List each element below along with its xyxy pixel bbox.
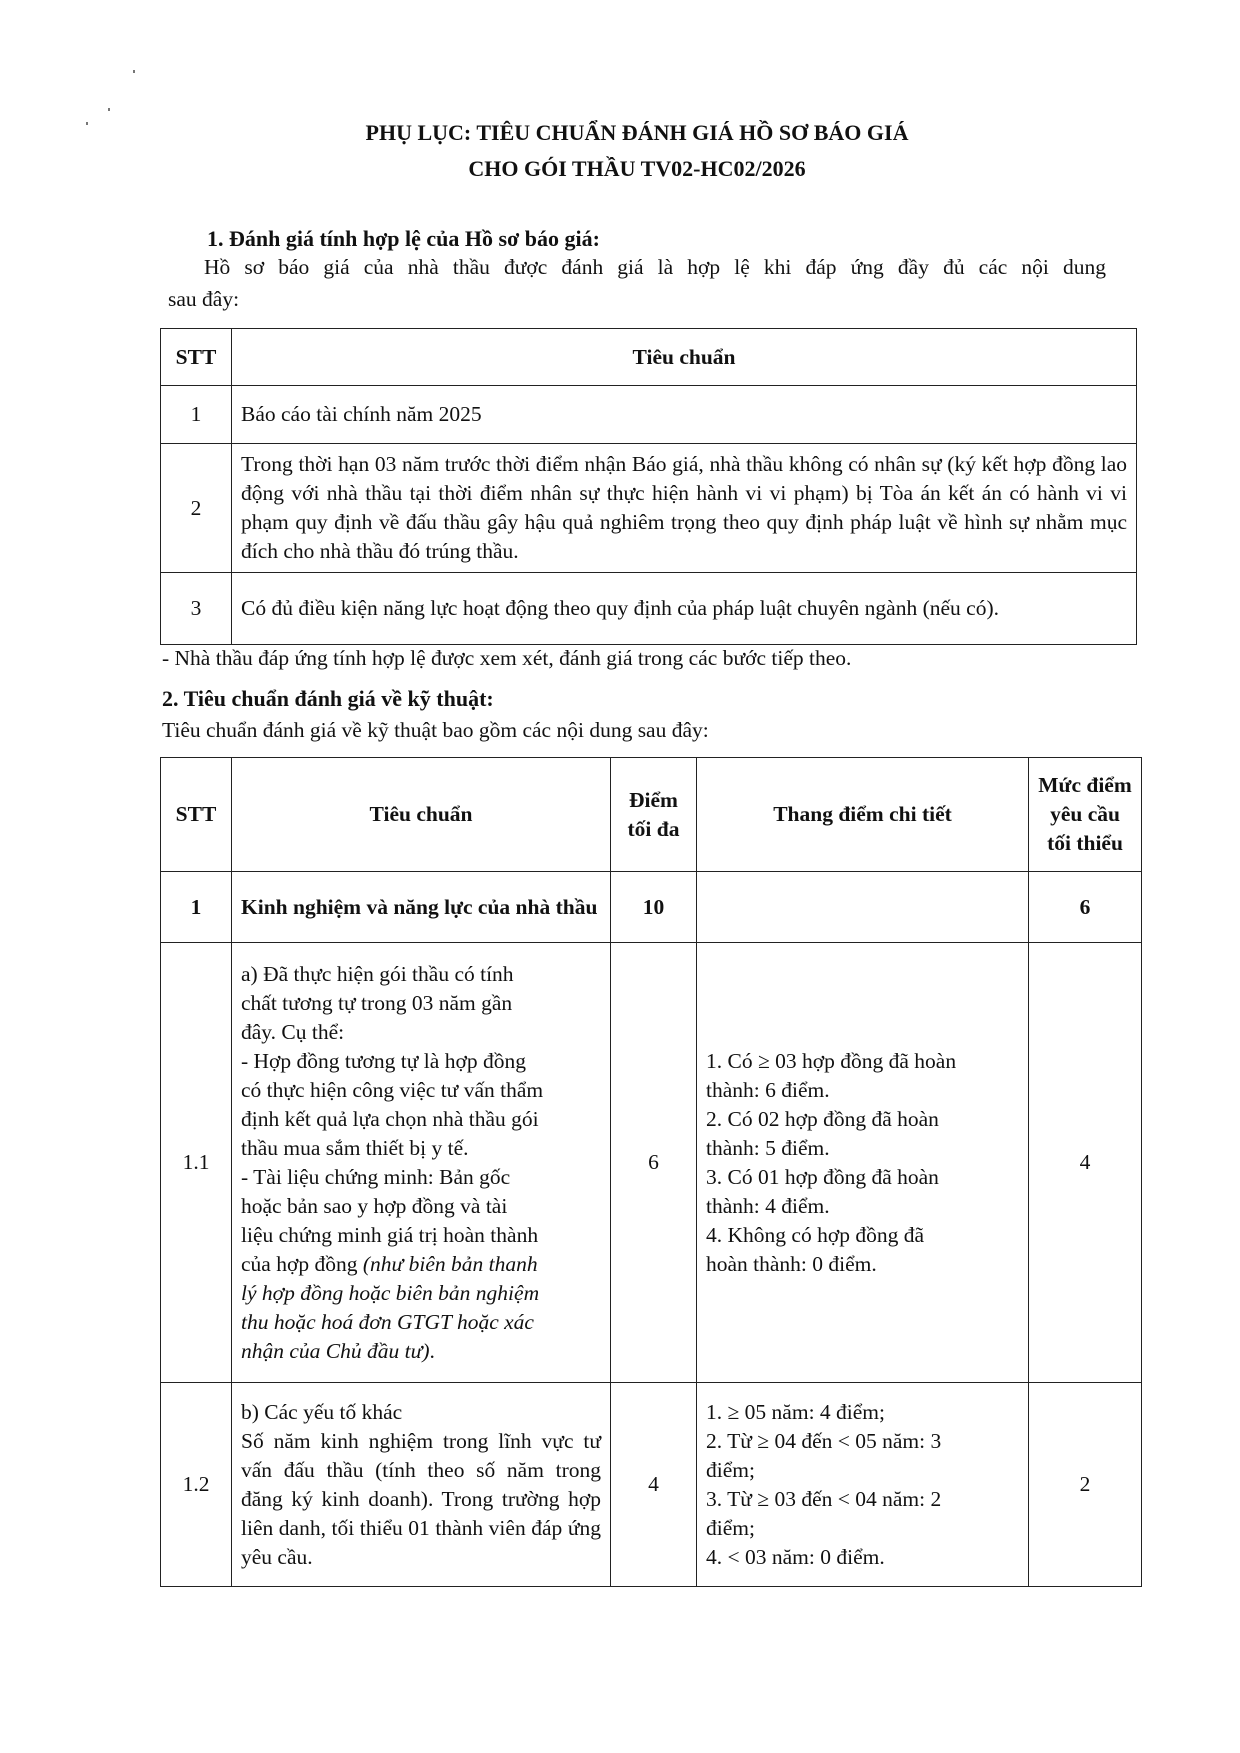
detail-line: 2. Có 02 hợp đồng đã hoàn [706,1106,939,1131]
header-stt: STT [161,329,232,386]
detail-line: 2. Từ ≥ 04 đến < 05 năm: 3 [706,1428,942,1453]
header-criteria: Tiêu chuẩn [232,329,1137,386]
row-stt: 1.2 [161,1383,232,1587]
table-row [161,573,1137,645]
section2-heading: 2. Tiêu chuẩn đánh giá về kỹ thuật: [162,686,494,711]
detail-line: 4. < 03 năm: 0 điểm. [706,1544,885,1569]
criteria-text: của hợp đồng [241,1251,363,1276]
criteria-line: hoặc bản sao y hợp đồng và tài [241,1193,508,1218]
detail-line: 1. Có ≥ 03 hợp đồng đã hoàn [706,1048,957,1073]
detail-line: 1. ≥ 05 năm: 4 điểm; [706,1399,886,1424]
criteria-line: đây. Cụ thể: [241,1019,345,1044]
row-criteria [232,1383,611,1587]
criteria-line: - Tài liệu chứng minh: Bản gốc [241,1164,511,1189]
row-max-score: 6 [611,943,697,1383]
row-detail [697,872,1029,943]
row-criteria: Trong thời hạn 03 năm trước thời điểm nhận Báo giá, nhà thầu không có nhân sự (ký kết hợp đồng lao động với nhà thầu tại thời điểm nhân sự thực hiện hành vi vi phạm) bị Tòa án kết án có hành vi vi phạm quy định về đấu thầu gây hậu quả nghiêm trọng theo quy định pháp luật về hình sự nhằm mục đích cho nhà thầu đó trúng thầu. [232,444,1137,573]
header-min-score-line: tối thiểu [1047,831,1123,855]
detail-line: thành: 5 điểm. [706,1135,830,1160]
scan-speck [108,108,110,111]
table-row [161,872,1142,943]
table-header-row [161,329,1137,386]
row-min-score: 2 [1029,1383,1142,1587]
criteria-line: định kết quả lựa chọn nhà thầu gói [241,1106,539,1131]
table-row [161,444,1137,573]
criteria-line: có thực hiện công việc tư vấn thẩm [241,1077,544,1102]
criteria-line: a) Đã thực hiện gói thầu có tính [241,961,514,986]
section1-heading: 1. Đánh giá tính hợp lệ của Hồ sơ báo giá: [207,226,600,251]
criteria-line [241,1250,601,1279]
row-stt: 3 [161,573,232,645]
document-title-line1: PHỤ LỤC: TIÊU CHUẨN ĐÁNH GIÁ HỒ SƠ BÁO GIÁ [365,120,909,145]
criteria-line [241,1337,601,1366]
header-stt: STT [161,758,232,872]
row-stt: 1 [161,872,232,943]
detail-line: điểm; [706,1515,755,1540]
row-stt: 2 [161,444,232,573]
row-criteria: Kinh nghiệm và năng lực của nhà thầu [232,872,611,943]
detail-line: 3. Có 01 hợp đồng đã hoàn [706,1164,939,1189]
row-criteria: Có đủ điều kiện năng lực hoạt động theo quy định của pháp luật chuyên ngành (nếu có). [232,573,1137,645]
criteria-italic-line: thu hoặc hoá đơn GTGT hoặc xác [241,1309,534,1334]
row-criteria: Báo cáo tài chính năm 2025 [232,386,1137,444]
row-min-score: 6 [1029,872,1142,943]
row-stt: 1 [161,386,232,444]
row-max-score: 10 [611,872,697,943]
header-min-score-line: Mức điểm [1038,773,1132,797]
criteria-italic: (như biên bản thanh [362,1251,538,1276]
row-stt: 1.1 [161,943,232,1383]
header-min-score [1029,758,1142,872]
technical-table [160,757,1142,1587]
validity-note: - Nhà thầu đáp ứng tính hợp lệ được xem xét, đánh giá trong các bước tiếp theo. [162,646,852,670]
row-min-score: 4 [1029,943,1142,1383]
section1-intro-line2: sau đây: [168,287,240,311]
validity-table [160,328,1137,645]
criteria-line: chất tương tự trong 03 năm gần [241,990,513,1015]
header-min-score-line: yêu cầu [1050,802,1120,826]
row-criteria [232,943,611,1383]
header-detail: Thang điểm chi tiết [697,758,1029,872]
header-max-score [611,758,697,872]
criteria-line: thầu mua sắm thiết bị y tế. [241,1135,469,1160]
detail-line: hoàn thành: 0 điểm. [706,1251,877,1276]
table-row [161,943,1142,1383]
row-max-score: 4 [611,1383,697,1587]
header-max-score-line: Điểm [629,787,678,812]
criteria-title: b) Các yếu tố khác [241,1399,403,1424]
table-header-row [161,758,1142,872]
table-row [161,386,1137,444]
criteria-line: liệu chứng minh giá trị hoàn thành [241,1222,539,1247]
criteria-italic-line: lý hợp đồng hoặc biên bản nghiệm [241,1280,540,1305]
table-row [161,1383,1142,1587]
detail-line: 3. Từ ≥ 03 đến < 04 năm: 2 [706,1486,942,1511]
header-criteria: Tiêu chuẩn [232,758,611,872]
section2-intro: Tiêu chuẩn đánh giá về kỹ thuật bao gồm các nội dung sau đây: [162,718,709,742]
section1-intro-line1: Hồ sơ báo giá của nhà thầu được đánh giá là hợp lệ khi đáp ứng đầy đủ các nội dung [204,255,1106,279]
document-title-line2: CHO GÓI THẦU TV02-HC02/2026 [468,156,806,181]
detail-line: thành: 6 điểm. [706,1077,830,1102]
detail-line: thành: 4 điểm. [706,1193,830,1218]
criteria-italic: nhận của Chủ đầu tư) [241,1338,430,1363]
detail-line: điểm; [706,1457,755,1482]
criteria-line: - Hợp đồng tương tự là hợp đồng [241,1048,526,1073]
scan-speck [133,70,135,73]
criteria-body: Số năm kinh nghiệm trong lĩnh vực tư vấn đấu thầu (tính theo số năm trong đăng ký kinh doanh). Trong trường hợp liên danh, tối thiểu 01 thành viên đáp ứng yêu cầu. [241,1428,601,1569]
detail-line: 4. Không có hợp đồng đã [706,1222,924,1247]
criteria-text: . [429,1338,435,1363]
row-detail [697,1383,1029,1587]
row-detail [697,943,1029,1383]
header-max-score-line: tối đa [627,816,680,841]
